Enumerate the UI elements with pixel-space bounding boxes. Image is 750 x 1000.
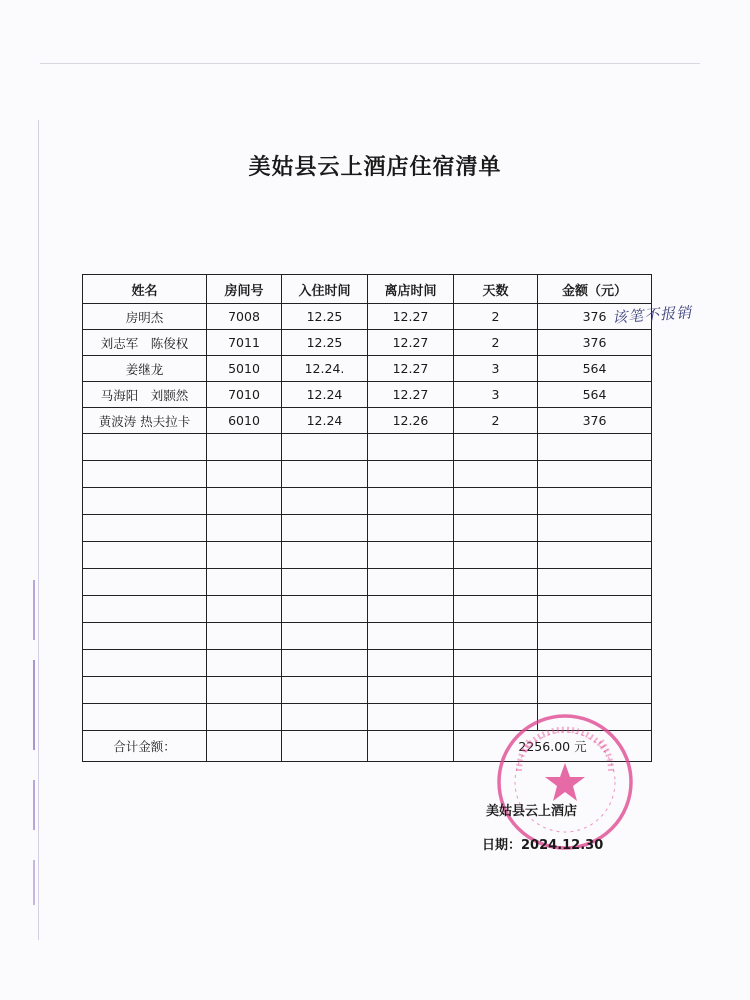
date-value: 2024.12.30 xyxy=(521,838,604,853)
cell-checkout: 12.27 xyxy=(368,330,454,356)
empty-row xyxy=(83,488,652,515)
document-title: 美姑县云上酒店住宿清单 xyxy=(248,155,502,180)
empty-row xyxy=(83,596,652,623)
cell-days: 2 xyxy=(454,408,538,434)
empty-row xyxy=(83,650,652,677)
column-header-checkout: 离店时间 xyxy=(368,275,454,304)
empty-row xyxy=(83,569,652,596)
table-row xyxy=(83,330,652,356)
column-header-amount: 金额（元） xyxy=(538,275,652,304)
empty-row xyxy=(83,461,652,488)
table-row xyxy=(83,356,652,382)
column-header-days: 天数 xyxy=(454,275,538,304)
cell-checkin: 12.25 xyxy=(282,330,368,356)
cell-checkout: 12.27 xyxy=(368,304,454,330)
table-row xyxy=(83,408,652,434)
empty-row xyxy=(83,623,652,650)
issue-date xyxy=(482,834,603,853)
cell-amount: 376 xyxy=(538,304,652,330)
empty-row xyxy=(83,542,652,569)
lodging-table xyxy=(82,274,652,762)
scan-edge-top xyxy=(40,63,700,64)
table-row xyxy=(83,382,652,408)
cell-checkin: 12.25 xyxy=(282,304,368,330)
date-label: 日期： xyxy=(482,838,522,853)
cell-checkout: 12.27 xyxy=(368,382,454,408)
cell-room: 7011 xyxy=(207,330,282,356)
cell-amount: 564 xyxy=(538,356,652,382)
hotel-signature: 美姑县云上酒店 xyxy=(486,804,578,819)
cell-checkin: 12.24 xyxy=(282,382,368,408)
cell-days: 2 xyxy=(454,304,538,330)
cell-amount: 376 xyxy=(538,330,652,356)
hotel-seal-stamp xyxy=(494,711,636,853)
cell-name: 黄波涛 热夫拉卡 xyxy=(83,408,207,434)
cell-name: 刘志军 陈俊权 xyxy=(83,330,207,356)
cell-days: 3 xyxy=(454,356,538,382)
cell-amount: 564 xyxy=(538,382,652,408)
cell-room: 5010 xyxy=(207,356,282,382)
cell-room: 7010 xyxy=(207,382,282,408)
cell-name: 马海阳 刘颢然 xyxy=(83,382,207,408)
column-header-checkin: 入住时间 xyxy=(282,275,368,304)
table-header-row xyxy=(83,275,652,304)
column-header-room: 房间号 xyxy=(207,275,282,304)
cell-amount: 376 xyxy=(538,408,652,434)
cell-checkout: 12.26 xyxy=(368,408,454,434)
handwritten-note: 该笔不报销 xyxy=(611,303,693,327)
cell-days: 2 xyxy=(454,330,538,356)
scan-spine-marks xyxy=(32,580,37,910)
column-header-name: 姓名 xyxy=(83,275,207,304)
total-label: 合计金额： xyxy=(83,731,207,762)
cell-checkin: 12.24. xyxy=(282,356,368,382)
empty-row xyxy=(83,677,652,704)
cell-name: 姜继龙 xyxy=(83,356,207,382)
cell-days: 3 xyxy=(454,382,538,408)
cell-checkout: 12.27 xyxy=(368,356,454,382)
table-row xyxy=(83,304,652,330)
cell-checkin: 12.24 xyxy=(282,408,368,434)
cell-room: 7008 xyxy=(207,304,282,330)
empty-row xyxy=(83,515,652,542)
total-value: 2256.00 元 xyxy=(454,731,652,762)
cell-name: 房明杰 xyxy=(83,304,207,330)
cell-room: 6010 xyxy=(207,408,282,434)
scan-edge-left xyxy=(38,120,39,940)
empty-row xyxy=(83,434,652,461)
